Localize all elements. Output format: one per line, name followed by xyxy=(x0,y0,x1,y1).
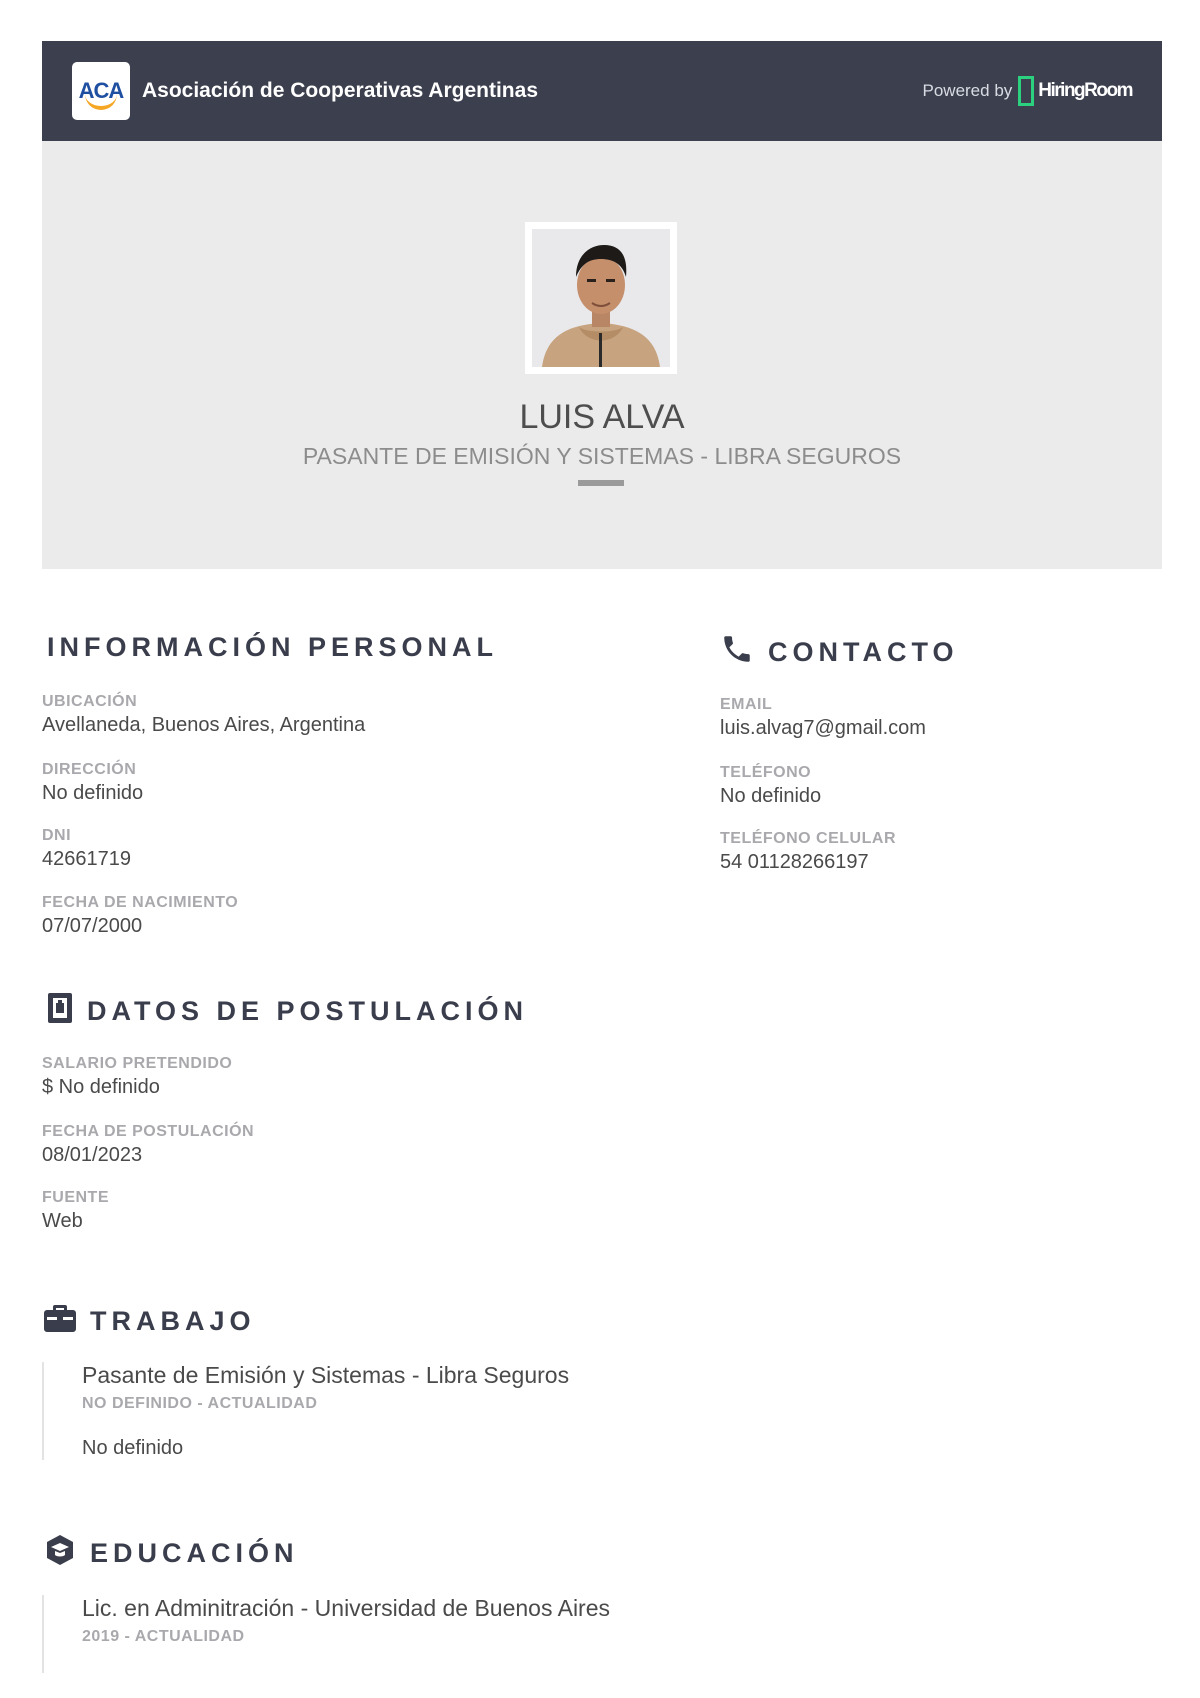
field-telefono-celular xyxy=(720,830,896,874)
field-fuente xyxy=(42,1189,109,1233)
section-title-work-label: TRABAJO xyxy=(90,1306,256,1336)
field-label: DIRECCIÓN xyxy=(42,761,137,778)
section-title-education-label: EDUCACIÓN xyxy=(90,1538,299,1568)
graduation-icon xyxy=(44,1534,76,1573)
hero-divider xyxy=(578,480,624,486)
section-title-personal xyxy=(47,632,498,663)
field-value: No definido xyxy=(42,782,144,804)
hiringroom-mark-icon xyxy=(1018,76,1034,106)
field-fecha-postulacion xyxy=(42,1123,254,1167)
work-entry-dates: NO DEFINIDO - ACTUALIDAD xyxy=(82,1395,318,1412)
brand xyxy=(72,62,538,120)
section-title-education xyxy=(44,1534,299,1573)
profile-hero xyxy=(42,141,1162,569)
hiringroom-logo-text: HiringRoom xyxy=(1038,80,1132,101)
field-label: EMAIL xyxy=(720,696,773,713)
field-value: 42661719 xyxy=(42,848,131,870)
field-label: FECHA DE NACIMIENTO xyxy=(42,894,239,911)
section-title-application-label: DATOS DE POSTULACIÓN xyxy=(87,996,529,1026)
email-link[interactable]: luis.alvag7@gmail.com xyxy=(720,717,926,739)
education-entry xyxy=(42,1595,610,1673)
section-title-work xyxy=(44,1303,256,1340)
clipboard-icon xyxy=(47,992,73,1031)
hiringroom-logo xyxy=(1018,76,1132,106)
person-avatar-icon xyxy=(532,229,670,367)
field-label: TELÉFONO CELULAR xyxy=(720,830,896,847)
education-entry-dates: 2019 - ACTUALIDAD xyxy=(82,1628,245,1645)
section-title-contact-label: CONTACTO xyxy=(768,637,959,667)
field-fecha-nacimiento xyxy=(42,894,238,938)
field-label: UBICACIÓN xyxy=(42,693,138,710)
field-label: TELÉFONO xyxy=(720,764,812,781)
field-value: 07/07/2000 xyxy=(42,915,143,937)
field-direccion xyxy=(42,761,143,805)
work-entry xyxy=(42,1362,569,1460)
field-telefono xyxy=(720,764,821,808)
briefcase-icon xyxy=(44,1303,76,1340)
section-title-personal-label: INFORMACIÓN PERSONAL xyxy=(47,632,498,662)
section-title-application xyxy=(47,992,528,1031)
company-logo xyxy=(72,62,130,120)
candidate-headline: PASANTE DE EMISIÓN Y SISTEMAS - LIBRA SEGUROS xyxy=(302,443,902,469)
candidate-name: LUIS ALVA xyxy=(519,398,685,436)
field-salario xyxy=(42,1055,232,1099)
company-logo-text: ACA xyxy=(78,78,124,103)
field-label: FUENTE xyxy=(42,1189,109,1206)
field-value: $ No definido xyxy=(42,1076,160,1098)
page-header xyxy=(42,41,1162,141)
section-title-contact xyxy=(720,632,959,673)
field-label: SALARIO PRETENDIDO xyxy=(42,1055,233,1072)
profile-photo xyxy=(532,229,670,367)
field-value: Web xyxy=(42,1210,83,1232)
work-entry-title: Pasante de Emisión y Sistemas - Libra Seguros xyxy=(82,1362,570,1388)
field-label: FECHA DE POSTULACIÓN xyxy=(42,1123,255,1140)
education-entry-title: Lic. en Adminitración - Universidad de Buenos Aires xyxy=(82,1595,611,1621)
field-value: Avellaneda, Buenos Aires, Argentina xyxy=(42,714,366,736)
field-email xyxy=(720,696,926,740)
company-name: Asociación de Cooperativas Argentinas xyxy=(142,79,538,102)
field-dni xyxy=(42,827,131,871)
profile-photo-frame xyxy=(525,222,677,374)
field-ubicacion xyxy=(42,693,365,737)
logo-arc xyxy=(85,92,117,110)
field-label: DNI xyxy=(42,827,72,844)
field-value: 08/01/2023 xyxy=(42,1144,143,1166)
powered-by-label: Powered by xyxy=(922,81,1013,100)
phone-icon xyxy=(720,632,754,673)
field-value: 54 01128266197 xyxy=(720,851,869,873)
powered-by xyxy=(923,76,1133,106)
work-entry-description: No definido xyxy=(82,1437,184,1459)
field-value: No definido xyxy=(720,785,822,807)
